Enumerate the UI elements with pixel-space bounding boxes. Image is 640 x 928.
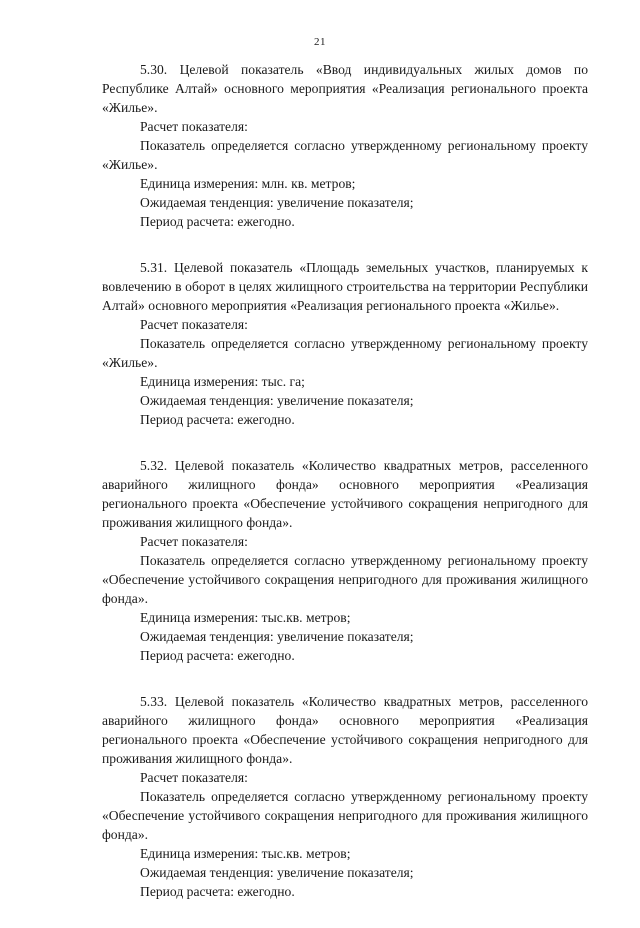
- section-5-32: [102, 456, 588, 665]
- period-line: Период расчета: ежегодно.: [140, 648, 295, 663]
- section-5-30: [102, 60, 588, 231]
- section-heading: 5.30. Целевой показатель «Ввод индивидуальных жилых домов по Республике Алтай» основного мероприятия «Реализация регионального проекта «Жилье».: [102, 62, 588, 115]
- trend-line: Ожидаемая тенденция: увеличение показателя;: [140, 393, 414, 408]
- section-5-31: [102, 258, 588, 429]
- trend-line: Ожидаемая тенденция: увеличение показателя;: [140, 865, 414, 880]
- calc-text: Показатель определяется согласно утвержденному региональному проекту «Обеспечение устойчивого сокращения непригодного для проживания жилищного фонда».: [102, 553, 588, 606]
- period-line: Период расчета: ежегодно.: [140, 214, 295, 229]
- section-5-33: [102, 692, 588, 901]
- period-line: Период расчета: ежегодно.: [140, 884, 295, 899]
- calc-text: Показатель определяется согласно утвержденному региональному проекту «Обеспечение устойчивого сокращения непригодного для проживания жилищного фонда».: [102, 789, 588, 842]
- section-heading: 5.32. Целевой показатель «Количество квадратных метров, расселенного аварийного жилищного фонда» основного мероприятия «Реализация регионального проекта «Обеспечение устойчивого сокращения непригодного для проживания жилищного фонда».: [102, 458, 588, 530]
- calc-text: Показатель определяется согласно утвержденному региональному проекту «Жилье».: [102, 138, 588, 172]
- unit-line: Единица измерения: тыс.кв. метров;: [140, 610, 351, 625]
- unit-line: Единица измерения: тыс. га;: [140, 374, 305, 389]
- calc-label: Расчет показателя:: [140, 770, 248, 785]
- calc-label: Расчет показателя:: [140, 534, 248, 549]
- document-body: [102, 60, 588, 928]
- trend-line: Ожидаемая тенденция: увеличение показателя;: [140, 629, 414, 644]
- unit-line: Единица измерения: млн. кв. метров;: [140, 176, 356, 191]
- calc-text: Показатель определяется согласно утвержденному региональному проекту «Жилье».: [102, 336, 588, 370]
- unit-line: Единица измерения: тыс.кв. метров;: [140, 846, 351, 861]
- trend-line: Ожидаемая тенденция: увеличение показателя;: [140, 195, 414, 210]
- section-heading: 5.31. Целевой показатель «Площадь земельных участков, планируемых к вовлечению в оборот в целях жилищного строительства на территории Республики Алтай» основного мероприятия «Реализация регионального проекта «Жилье».: [102, 260, 588, 313]
- period-line: Период расчета: ежегодно.: [140, 412, 295, 427]
- section-heading: 5.33. Целевой показатель «Количество квадратных метров, расселенного аварийного жилищного фонда» основного мероприятия «Реализация регионального проекта «Обеспечение устойчивого сокращения непригодного для проживания жилищного фонда».: [102, 694, 588, 766]
- page-number: 21: [314, 36, 326, 48]
- calc-label: Расчет показателя:: [140, 317, 248, 332]
- calc-label: Расчет показателя:: [140, 119, 248, 134]
